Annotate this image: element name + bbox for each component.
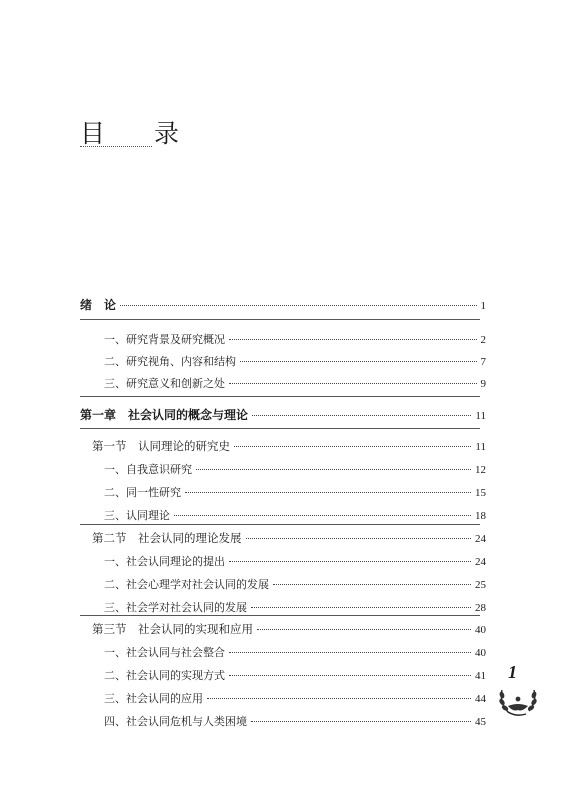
leader-dots	[196, 469, 471, 470]
toc-entry-page: 2	[480, 334, 486, 346]
toc-entry-label: 绪 论	[80, 298, 117, 312]
toc-entry[interactable]	[104, 576, 486, 592]
toc-entry[interactable]	[104, 667, 486, 683]
toc-entry-page: 1	[480, 300, 486, 312]
toc-entry-page: 11	[475, 441, 486, 453]
toc-entry-page: 28	[475, 602, 486, 614]
toc-entry-label: 一、研究背景及研究概况	[104, 333, 225, 346]
toc-entry-label: 三、社会学对社会认同的发展	[104, 601, 247, 614]
leader-dots	[240, 361, 477, 362]
toc-entry-label: 二、社会心理学对社会认同的发展	[104, 578, 269, 591]
section-divider	[80, 524, 480, 525]
leader-dots	[229, 339, 477, 340]
leader-dots	[174, 515, 471, 516]
section-divider	[80, 396, 480, 397]
leader-dots	[229, 561, 471, 562]
toc-entry[interactable]	[104, 507, 486, 523]
page-number: 1	[508, 662, 517, 682]
section-divider	[80, 615, 480, 616]
toc-entry[interactable]	[104, 690, 486, 706]
page-title: 目 录	[80, 119, 192, 148]
toc-entry[interactable]	[92, 530, 486, 546]
leader-dots	[229, 652, 471, 653]
toc-entry-page: 45	[475, 716, 486, 728]
toc-entry[interactable]	[92, 438, 486, 454]
toc-entry-page: 7	[480, 356, 486, 368]
toc-entry[interactable]	[104, 599, 486, 615]
toc-entry-page: 41	[475, 670, 486, 682]
toc-entry[interactable]	[104, 353, 486, 369]
toc-entry-page: 40	[475, 647, 486, 659]
leader-dots	[252, 415, 471, 416]
leader-dots	[229, 383, 477, 384]
toc-entry[interactable]	[104, 331, 486, 347]
toc-entry[interactable]	[104, 713, 486, 729]
toc-entry-page: 18	[475, 510, 486, 522]
toc-entry-label: 三、认同理论	[104, 509, 170, 522]
toc-entry[interactable]	[80, 296, 486, 313]
toc-entry-page: 9	[480, 378, 486, 390]
leader-dots	[185, 492, 471, 493]
toc-entry-label: 二、研究视角、内容和结构	[104, 355, 236, 368]
leader-dots	[207, 698, 471, 699]
toc-entry-label: 第一章 社会认同的概念与理论	[80, 408, 249, 422]
toc-entry-page: 15	[475, 487, 486, 499]
toc-entry-label: 二、同一性研究	[104, 486, 181, 499]
leader-dots	[229, 675, 471, 676]
toc-entry-page: 25	[475, 579, 486, 591]
toc-entry-label: 三、研究意义和创新之处	[104, 377, 225, 390]
toc-entry-page: 40	[475, 624, 486, 636]
laurel-ornament-icon	[496, 684, 540, 720]
toc-entry[interactable]	[104, 484, 486, 500]
toc-entry-label: 一、社会认同理论的提出	[104, 555, 225, 568]
toc-entry-label: 四、社会认同危机与人类困境	[104, 715, 247, 728]
toc-entry[interactable]	[92, 621, 486, 637]
leader-dots	[251, 721, 471, 722]
toc-entry-label: 第二节 社会认同的理论发展	[92, 531, 242, 545]
toc-entry-label: 一、自我意识研究	[104, 463, 192, 476]
leader-dots	[246, 538, 472, 539]
leader-dots	[234, 446, 471, 447]
toc-entry-page: 44	[475, 693, 486, 705]
toc-entry[interactable]	[80, 406, 486, 423]
toc-entry[interactable]	[104, 375, 486, 391]
toc-entry-page: 24	[475, 533, 486, 545]
toc-entry-page: 12	[475, 464, 486, 476]
toc-entry[interactable]	[104, 644, 486, 660]
leader-dots	[120, 305, 476, 306]
section-divider	[80, 319, 480, 320]
toc-entry[interactable]	[104, 553, 486, 569]
toc-entry[interactable]	[104, 461, 486, 477]
toc-entry-page: 11	[475, 410, 486, 422]
toc-entry-page: 24	[475, 556, 486, 568]
leader-dots	[273, 584, 471, 585]
section-divider	[80, 428, 480, 429]
toc-entry-label: 第一节 认同理论的研究史	[92, 439, 230, 453]
leader-dots	[251, 607, 471, 608]
toc-entry-label: 二、社会认同的实现方式	[104, 669, 225, 682]
toc-entry-label: 一、社会认同与社会整合	[104, 646, 225, 659]
toc-entry-label: 三、社会认同的应用	[104, 692, 203, 705]
leader-dots	[257, 629, 471, 630]
toc-entry-label: 第三节 社会认同的实现和应用	[92, 622, 253, 636]
